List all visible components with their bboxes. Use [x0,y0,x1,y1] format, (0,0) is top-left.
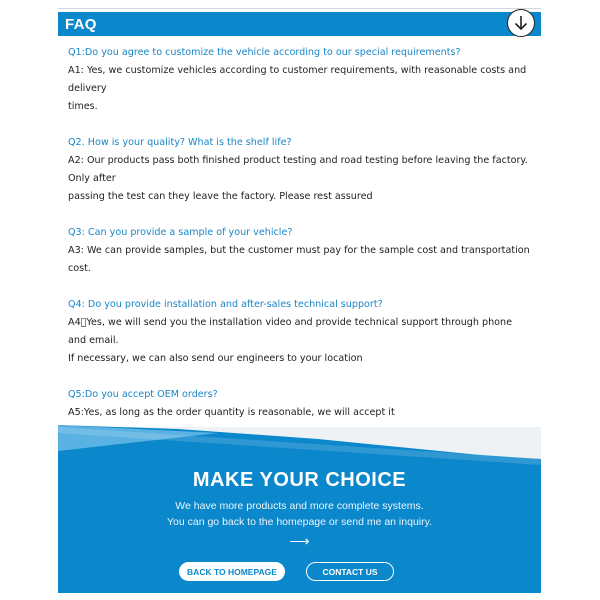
cta-banner [58,425,541,593]
faq-question: Q4: Do you provide installation and after-sales technical support? [68,299,383,310]
faq-title: FAQ [65,15,97,33]
back-to-homepage-button[interactable]: BACK TO HOMEPAGE [179,562,285,581]
faq-answer-line: times. [68,101,98,112]
arrow-right-icon: ⟶ [289,533,310,549]
faq-answer-line: If necessary, we can also send our engineers to your location [68,353,363,364]
banner-subtitle-line: We have more products and more complete systems. [175,500,424,512]
faq-question: Q1:Do you agree to customize the vehicle according to our special requirements? [68,47,461,58]
faq-item-5 [68,386,531,422]
arrow-down-circle-icon[interactable] [507,9,535,37]
faq-answer-line: passing the test can they leave the factory. Please rest assured [68,191,373,202]
banner-title: MAKE YOUR CHOICE [192,469,407,491]
faq-item-3 [68,224,531,278]
faq-answer-line: A1: Yes, we customize vehicles according to customer requirements, with reasonable costs and delivery [68,65,527,94]
faq-question: Q2. How is your quality? What is the shelf life? [68,137,292,148]
faq-header [58,12,541,36]
banner-subtitle-line: You can go back to the homepage or send me an inquiry. [166,516,432,528]
faq-answer-line: A3: We can provide samples, but the customer must pay for the sample cost and transportation cost. [68,245,530,274]
faq-item-4 [68,296,531,368]
faq-question: Q3: Can you provide a sample of your vehicle? [68,227,293,238]
faq-answer-line: A2: Our products pass both finished product testing and road testing before leaving the factory. Only after [68,155,528,184]
faq-answer-line: A4 Yes, we will send you the installation video and provide technical support through phone and email. [68,317,513,346]
faq-question: Q5:Do you accept OEM orders? [68,389,218,400]
faq-item-2 [68,134,531,206]
contact-us-button[interactable]: CONTACT US [306,562,394,581]
faq-item-1 [68,44,531,116]
faq-answer-line: A5:Yes, as long as the order quantity is reasonable, we will accept it [68,407,395,418]
